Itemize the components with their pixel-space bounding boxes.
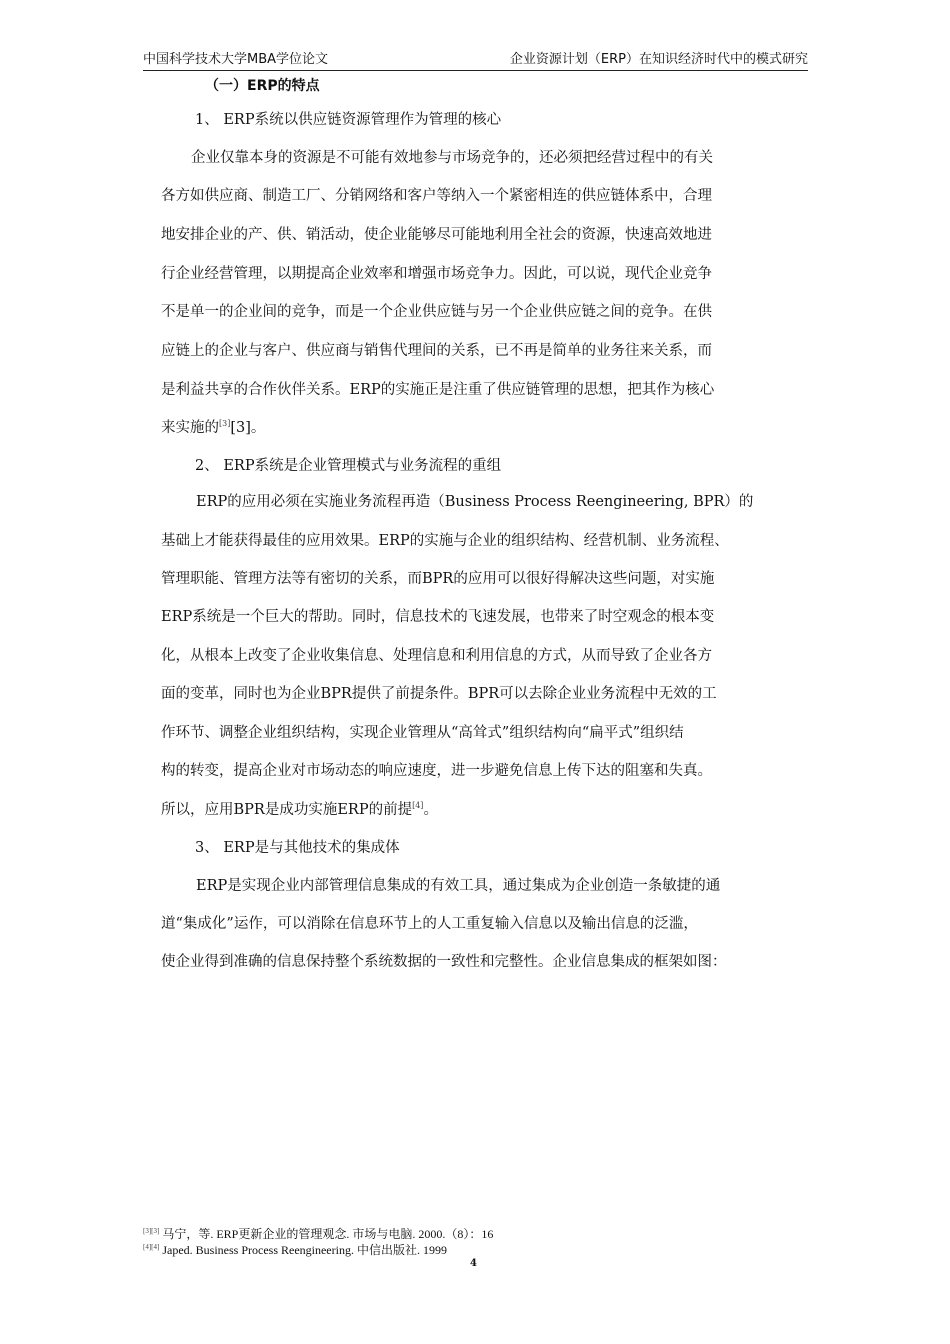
p2-line-5: 面的变革，同时也为企业BPR提供了前提条件。BPR可以去除企业业务流程中无效的工 [161, 686, 717, 702]
p1-line-0: 企业仅靠本身的资源是不可能有效地参与市场竞争的，还必须把经营过程中的有关 [191, 150, 713, 166]
p2-line-6: 作环节、调整企业组织结构，实现企业管理从“高耸式”组织结构向“扁平式”组织结 [161, 725, 684, 741]
p1-line-5: 应链上的企业与客户、供应商与销售代理间的关系，已不再是简单的业务往来关系，而 [161, 343, 712, 359]
item1-title: 1、 ERP系统以供应链资源管理作为管理的核心 [195, 112, 502, 128]
footnote-3-mark: [3][3] [143, 1227, 160, 1235]
p1-line-3: 行企业经营管理，以期提高企业效率和增强市场竞争力。因此，可以说，现代企业竞争 [161, 266, 712, 282]
page-number: 4 [470, 1258, 477, 1269]
p3-line-0: ERP是实现企业内部管理信息集成的有效工具，通过集成为企业创造一条敏捷的通 [196, 878, 721, 894]
item2-title: 2、 ERP系统是企业管理模式与业务流程的重组 [195, 458, 502, 474]
p2-line-1: 基础上才能获得最佳的应用效果。ERP的实施与企业的组织结构、经营机制、业务流程、 [161, 533, 729, 549]
footnote-4-text: Japed. Business Process Reengineering. 中信出版社. 1999 [159, 1243, 447, 1257]
section-title: （一）ERP的特点 [205, 78, 320, 94]
footnote-4-mark: [4][4] [143, 1243, 160, 1251]
p2-line-0: ERP的应用必须在实施业务流程再造（Business Process Reengineering, BPR）的 [196, 494, 754, 510]
p2-last-text: 所以，应用BPR是成功实施ERP的前提 [161, 802, 413, 818]
item3-title: 3、 ERP是与其他技术的集成体 [195, 840, 400, 856]
p1-line-2: 地安排企业的产、供、销活动，使企业能够尽可能地利用全社会的资源，快速高效地进 [161, 227, 712, 243]
header-right-title: 企业资源计划（ERP）在知识经济时代中的模式研究 [509, 52, 808, 67]
p2-line-8 [161, 800, 438, 820]
p2-line-4: 化，从根本上改变了企业收集信息、处理信息和利用信息的方式，从而导致了企业各方 [161, 648, 712, 664]
p3-line-2: 使企业得到准确的信息保持整个系统数据的一致性和完整性。企业信息集成的框架如图： [161, 954, 727, 970]
page-header [143, 50, 808, 71]
p1-line-6: 是利益共享的合作伙伴关系。ERP的实施正是注重了供应链管理的思想，把其作为核心 [161, 382, 715, 398]
header-left-title: 中国科学技术大学MBA学位论文 [143, 52, 329, 67]
p1-last-text: 来实施的 [161, 420, 219, 436]
p1-line-1: 各方如供应商、制造工厂、分销网络和客户等纳入一个紧密相连的供应链体系中，合理 [161, 188, 712, 204]
p1-last-ref: [3]。 [230, 420, 266, 436]
p2-line-3: ERP系统是一个巨大的帮助。同时，信息技术的飞速发展，也带来了时空观念的根本变 [161, 609, 715, 625]
citation-4: [4] [412, 801, 424, 811]
footnote-3-text: 马宁，等. ERP更新企业的管理观念. 市场与电脑. 2000.（8）：16 [159, 1227, 494, 1241]
p1-line-7 [161, 418, 265, 438]
p2-line-2: 管理职能、管理方法等有密切的关系，而BPR的应用可以很好得解决这些问题，对实施 [161, 571, 715, 587]
p1-line-4: 不是单一的企业间的竞争，而是一个企业供应链与另一个企业供应链之间的竞争。在供 [161, 304, 712, 320]
citation-3: [3] [219, 419, 231, 429]
p2-last-end: 。 [423, 802, 438, 818]
p3-line-1: 道“集成化”运作，可以消除在信息环节上的人工重复输入信息以及输出信息的泛滥， [161, 916, 698, 932]
footnote-3 [143, 1226, 493, 1242]
footnote-4 [143, 1242, 447, 1258]
p2-line-7: 构的转变，提高企业对市场动态的响应速度，进一步避免信息上传下达的阻塞和失真。 [161, 763, 712, 779]
